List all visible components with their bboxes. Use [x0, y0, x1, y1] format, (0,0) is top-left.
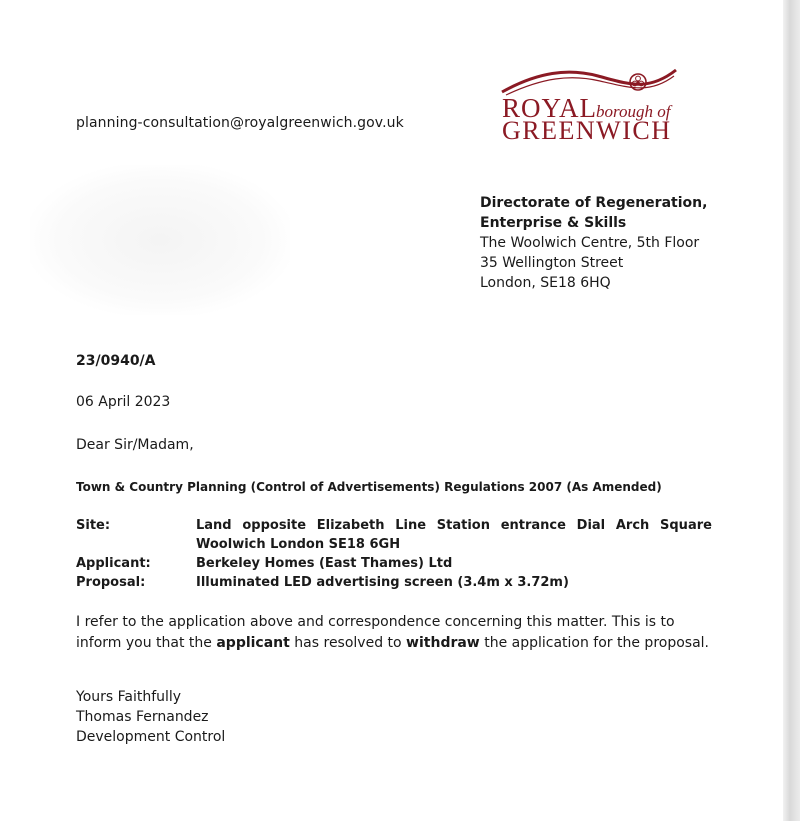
site-word: Arch: [615, 518, 650, 533]
salutation: Dear Sir/Madam,: [76, 437, 194, 453]
closing-block: [76, 687, 225, 747]
department-name-line2: Enterprise & Skills: [480, 215, 627, 231]
address-line3: London, SE18 6HQ: [480, 275, 611, 291]
site-word: Station: [436, 518, 490, 533]
logo-royal-text: ROYAL: [502, 93, 598, 123]
page-edge: [783, 0, 800, 821]
redacted-area: [30, 165, 290, 315]
address-line1: The Woolwich Centre, 5th Floor: [480, 235, 700, 251]
royal-greenwich-logo: [498, 62, 688, 144]
site-word: Line: [395, 518, 427, 533]
department-address: [480, 193, 707, 293]
site-word: Land: [196, 518, 232, 533]
email-address: planning-consultation@royalgreenwich.gov.uk: [76, 115, 404, 131]
body-text-part1: I refer to the application above and correspondence concerning this matter. This is to inform you that the: [76, 614, 675, 651]
site-word: Square: [660, 518, 712, 533]
body-text-part2: has resolved to: [289, 635, 407, 651]
site-word: Elizabeth: [316, 518, 385, 533]
site-word: Dial: [576, 518, 606, 533]
applicant-label: Applicant:: [76, 556, 151, 571]
site-value-line1: [196, 518, 712, 533]
logo-borough-text: borough of: [596, 102, 671, 121]
proposal-label: Proposal:: [76, 575, 146, 590]
body-bold-applicant: applicant: [216, 635, 290, 651]
signoff: Yours Faithfully: [76, 689, 182, 705]
body-paragraph: [76, 612, 716, 654]
applicant-value: Berkeley Homes (East Thames) Ltd: [196, 556, 453, 571]
signatory-role: Development Control: [76, 729, 226, 745]
site-label: Site:: [76, 518, 111, 533]
proposal-value: Illuminated LED advertising screen (3.4m x 3.72m): [196, 575, 569, 590]
signatory-name: Thomas Fernandez: [76, 709, 209, 725]
logo-greenwich-text: GREENWICH: [502, 116, 672, 145]
body-text-part3: the application for the proposal.: [479, 635, 709, 651]
site-word: entrance: [500, 518, 566, 533]
reference-number: 23/0940/A: [76, 353, 156, 369]
site-word: opposite: [242, 518, 307, 533]
address-line2: 35 Wellington Street: [480, 255, 624, 271]
letter-date: 06 April 2023: [76, 394, 171, 410]
body-bold-withdraw: withdraw: [406, 635, 480, 651]
regulations-heading: Town & Country Planning (Control of Advertisements) Regulations 2007 (As Amended): [76, 480, 662, 494]
department-name-line1: Directorate of Regeneration,: [480, 195, 708, 211]
site-value-line2: Woolwich London SE18 6GH: [196, 537, 401, 552]
